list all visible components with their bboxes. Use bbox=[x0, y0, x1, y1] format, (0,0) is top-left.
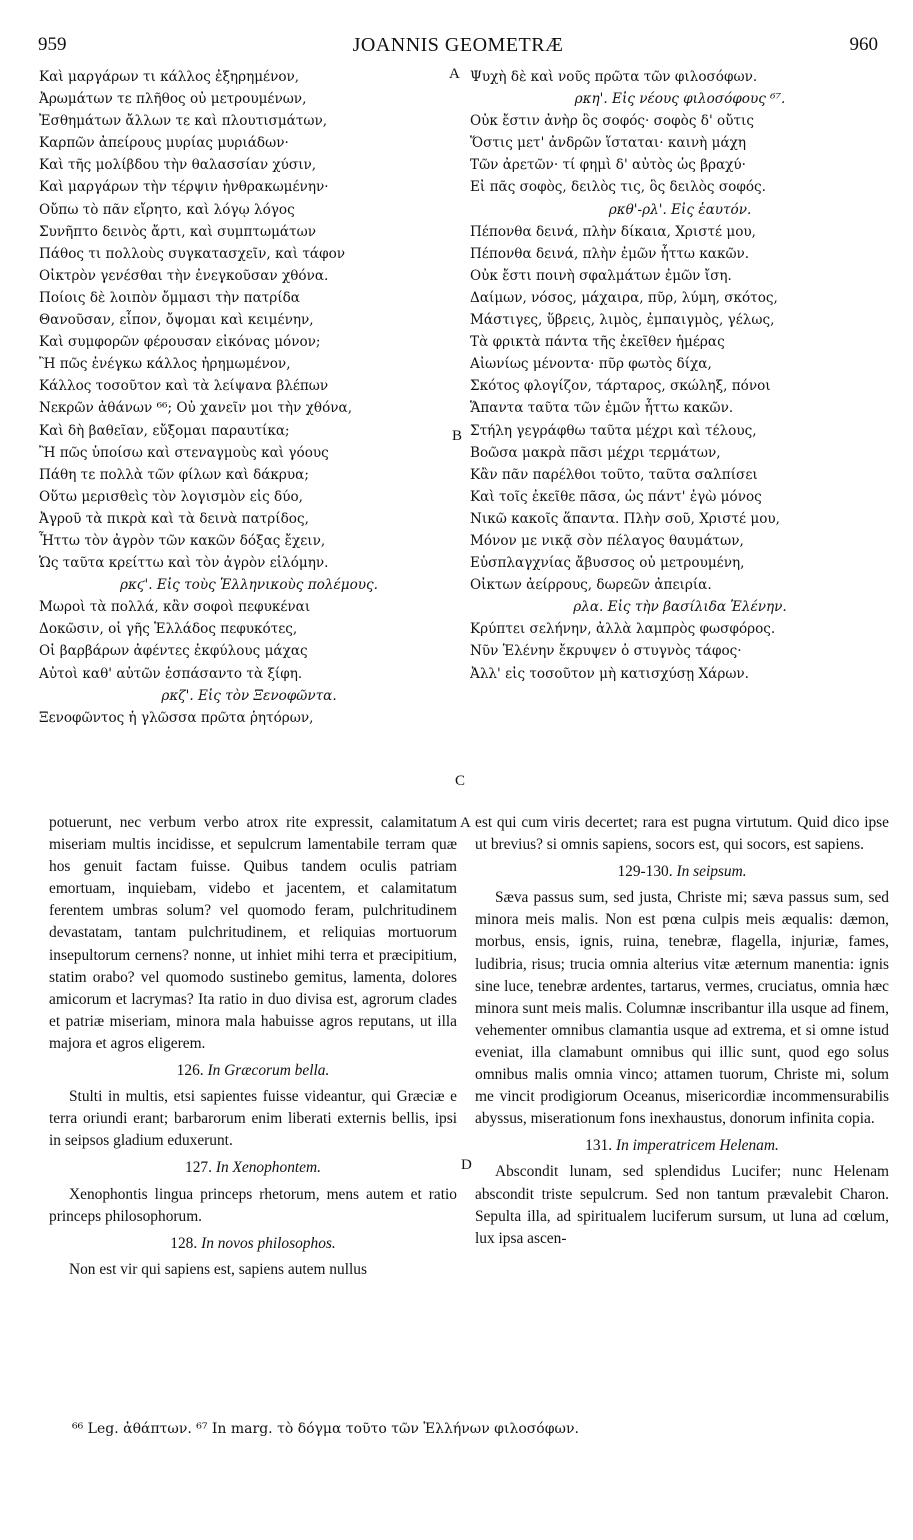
translation-paragraph: Sæva passus sum, sed justa, Christe mi; sæva passus sum, sed minora meis malis. Non est pœna culpis meis æqualis: dæmon, morbus, ensis, ignis, ruina, tenebræ, flagella, injuriæ, fames, ludibria, risus; trucia omnia alterius vitæ æternum manentia: ignis sine luce, tenebræ ardentes, tartarus, vermes, cruciatus, omnia hæc minora sunt meis malis. Columnæ inscribantur illa usque ad finem, vehementer omnibus clamantia usque ad extrema, et si omne istud eveniat, illa clamabunt omnibus qui illic sunt, quod ego solus omnibus malis omnia vinco; attamen tuorum, Christe mi, solum me vincit prodigiorum Oceanus, misericordiæ incommensurabilis abyssus, miserationum fons inexhaustus, donorum infinita copia. bbox=[475, 889, 889, 1128]
verse-line: Θανοῦσαν, εἶπον, ὄψομαι καὶ κειμένην, bbox=[39, 312, 314, 329]
verse-line: Οἰκτων ἀείρρους, δωρεῶν ἀπειρία. bbox=[470, 577, 712, 594]
margin-marker-a: A bbox=[449, 66, 460, 82]
section-title: In Græcorum bella. bbox=[207, 1062, 330, 1080]
translation-paragraph: potuerunt, nec verbum verbo atrox rite expressit, calamitatum miseriam multis incidisse, et sepulcrum lamentabile terram quæ hos genuit factam fuisse. Quibus tandem oculis patriam emortuam, inquiebam, videbo et jacentem, et calamitatum ferentem umbras solum? vel quomodo feram, pulchritudinem devastatam, tantam pulchritudinem, et reliquias mortuorum insepultorum cernens? nonne, ut inhiet mihi terra et præcipitium, statim orabo? vel quomodo sustinebo gemitus, lamenta, dolores amicorum et lacrymas? Ita ratio in duo divisa est, agrorum clades et patriæ miseriam, minora mala habuisse agros reputans, ut illa majora et agros eligerem. bbox=[49, 814, 457, 1052]
verse-line: Καὶ τοῖς ἐκεῖθε πᾶσα, ὡς πάντ' ἐγὼ μόνος bbox=[470, 488, 762, 505]
verse-line: Αἰωνίως μένοντα· πῦρ φωτὸς δίχα, bbox=[470, 356, 712, 373]
verse-line: Νῦν Ἑλένην ἔκρυψεν ὁ στυγνὸς τάφος· bbox=[470, 643, 742, 660]
verse-line: Πέπονθα δεινά, πλὴν δίκαια, Χριστέ μου, bbox=[470, 223, 756, 240]
translation-paragraph: Xenophontis lingua princeps rhetorum, mens autem et ratio princeps philosophorum. bbox=[49, 1185, 457, 1225]
page-number-right: 960 bbox=[849, 34, 878, 55]
verse-line: Καὶ τῆς μολίβδου τὴν θαλασσίαν χύσιν, bbox=[39, 157, 317, 174]
verse-line: Δοκῶσιν, οἱ γῆς Ἑλλάδος πεφυκότες, bbox=[39, 621, 298, 638]
greek-column-right bbox=[470, 66, 890, 685]
verse-line: Πέπονθα δεινά, πλὴν ἐμῶν ἧττω κακῶν. bbox=[470, 245, 750, 262]
section-heading bbox=[49, 1060, 457, 1082]
section-title: In Xenophontem. bbox=[215, 1159, 321, 1177]
section-number: 129-130. bbox=[617, 863, 673, 881]
poem-heading: ρκη'. Εἰς νέους φιλοσόφους ⁶⁷. bbox=[574, 91, 786, 108]
running-title: JOANNIS GEOMETRÆ bbox=[352, 34, 564, 56]
verse-line: Αὐτοὶ καθ' αὑτῶν ἐσπάσαντο τὰ ξίφη. bbox=[39, 665, 303, 682]
verse-line: Τῶν ἀρετῶν· τί φημὶ δ' αὐτὸς ὡς βραχύ· bbox=[470, 157, 746, 174]
verse-line: Οὕτω μερισθεὶς τὸν λογισμὸν εἰς δύο, bbox=[39, 488, 303, 505]
translation-paragraph: Non est vir qui sapiens est, sapiens autem nullus bbox=[69, 1260, 367, 1278]
verse-line: Κρύπτει σελήνην, ἀλλὰ λαμπρὸς φωσφόρος. bbox=[470, 621, 776, 638]
verse-line: Βοῶσα μακρὰ πᾶσι μέχρι τερμάτων, bbox=[470, 444, 721, 461]
section-title: In novos philosophos. bbox=[201, 1234, 336, 1252]
verse-line: Στήλη γεγράφθω ταῦτα μέχρι καὶ τέλους, bbox=[470, 422, 757, 439]
translation-paragraph: est qui cum viris decertet; rara est pugna virtutum. Quid dico ipse ut brevius? si omnis sapiens, socors est, qui socors, est sapiens. bbox=[475, 814, 889, 854]
verse-line: Κάλλος τοσοῦτον καὶ τὰ λείψανα βλέπων bbox=[39, 378, 329, 395]
section-number: 127. bbox=[185, 1159, 212, 1177]
verse-line: Οὐκ ἔστιν ἀνὴρ ὃς σοφός· σοφὸς δ' οὔτις bbox=[470, 113, 754, 130]
verse-line: Καὶ δὴ βαθεῖαν, εὔξομαι παραυτίκα; bbox=[39, 422, 290, 439]
verse-line: Ἀλλ' εἰς τοσοῦτον μὴ κατισχύσῃ Χάρων. bbox=[470, 665, 750, 682]
verse-line: Εὐσπλαγχνίας ἄβυσσος οὐ μετρουμένη, bbox=[470, 555, 745, 572]
verse-line: Καὶ μαργάρων τὴν τέρψιν ἠνθρακωμένην· bbox=[39, 179, 329, 196]
section-title: In imperatricem Helenam. bbox=[615, 1137, 779, 1155]
margin-marker-c: C bbox=[455, 773, 466, 789]
section-heading bbox=[475, 1135, 889, 1157]
margin-marker-d: D bbox=[461, 1157, 472, 1173]
verse-line: Πάθος τι πολλοὺς συγκατασχεῖν, καὶ τάφον bbox=[39, 245, 346, 262]
verse-line: Ψυχὴ δὲ καὶ νοῦς πρῶτα τῶν φιλοσόφων. bbox=[470, 69, 758, 85]
margin-marker-b: B bbox=[452, 428, 463, 444]
verse-line: Ἐσθημάτων ἄλλων τε καὶ πλουτισμάτων, bbox=[39, 113, 328, 130]
verse-line: Ἀρωμάτων τε πλῆθος οὐ μετρουμένων, bbox=[39, 91, 307, 108]
verse-line: Ἀγροῦ τὰ πικρὰ καὶ τὰ δεινὰ πατρίδος, bbox=[39, 510, 309, 527]
section-heading bbox=[475, 861, 889, 883]
verse-line: Ἢ πῶς ὑποίσω καὶ στεναγμοὺς καὶ γόους bbox=[39, 444, 329, 461]
verse-line: Ποίοις δὲ λοιπὸν ὄμμασι τὴν πατρίδα bbox=[39, 289, 300, 306]
verse-line: Πάθη τε πολλὰ τῶν φίλων καὶ δάκρυα; bbox=[39, 466, 309, 483]
verse-line: Εἰ πᾶς σοφὸς, δειλὸς τις, ὃς δειλὸς σοφός. bbox=[470, 179, 766, 196]
verse-line: Ἅπαντα ταῦτα τῶν ἐμῶν ἧττω κακῶν. bbox=[470, 400, 734, 417]
verse-line: Ὡς ταῦτα κρείττω καὶ τὸν ἀγρὸν εἱλόμην. bbox=[39, 555, 329, 572]
verse-line: Κἂν πᾶν παρέλθοι τοῦτο, ταῦτα σαλπίσει bbox=[470, 466, 758, 483]
verse-line: Καὶ συμφορῶν φέρουσαν εἰκόνας μόνον; bbox=[39, 334, 321, 351]
verse-line: Ἢ πῶς ἐνέγκω κάλλος ἠρημωμένον, bbox=[39, 356, 291, 373]
verse-line: Οἰκτρὸν γενέσθαι τὴν ἐνεγκοῦσαν χθόνα. bbox=[39, 267, 329, 284]
section-number: 128. bbox=[170, 1234, 198, 1252]
verse-line: Δαίμων, νόσος, μάχαιρα, πῦρ, λύμη, σκότος, bbox=[470, 289, 778, 306]
poem-heading: ρλα. Εἰς τὴν βασίλιδα Ἑλένην. bbox=[573, 599, 787, 616]
page-number-left: 959 bbox=[38, 34, 67, 55]
translation-paragraph: Abscondit lunam, sed splendidus Lucifer; nunc Helenam abscondit triste sepulcrum. Sed non tantum prævalebit Charon. Sepulta illa, ad spiritualem luciferum sursum, ut luna ad cœlum, lux ipsa ascen- bbox=[475, 1163, 889, 1247]
verse-line: Καὶ μαργάρων τι κάλλος ἐξηρημένον, bbox=[39, 69, 300, 85]
poem-heading: ρκζ'. Εἰς τὸν Ξενοφῶντα. bbox=[161, 687, 337, 704]
section-title: In seipsum. bbox=[676, 863, 747, 881]
poem-heading: ρκϛ'. Εἰς τοὺς Ἑλληνικοὺς πολέμους. bbox=[120, 577, 378, 594]
footnotes: ⁶⁶ Leg. ἀθάπτων. ⁶⁷ In marg. τὸ δόγμα τοῦτο τῶν Ἑλλήνων φιλοσόφων. bbox=[72, 1421, 579, 1437]
section-heading bbox=[49, 1157, 457, 1179]
poem-heading: ρκθ'-ρλ'. Εἰς ἑαυτόν. bbox=[608, 201, 752, 218]
verse-line: Συνῆπτο δεινὸς ἄρτι, καὶ συμπτωμάτων bbox=[39, 223, 316, 240]
latin-column-right bbox=[475, 812, 889, 1250]
page-header bbox=[38, 34, 878, 62]
verse-line: Οἱ βαρβάρων ἀφέντες ἐκφύλους μάχας bbox=[39, 643, 308, 660]
section-heading bbox=[49, 1233, 457, 1255]
latin-column-left bbox=[49, 812, 457, 1281]
verse-line: Μόνον με νικᾷ σὸν πέλαγος θαυμάτων, bbox=[470, 532, 744, 549]
verse-line: Τὰ φρικτὰ πάντα τῆς ἐκεῖθεν ἡμέρας bbox=[470, 334, 725, 351]
verse-line: Νεκρῶν ἀθάνων ⁶⁶; Οὐ χανεῖν μοι τὴν χθόνα, bbox=[39, 400, 353, 417]
verse-line: Μωροὶ τὰ πολλά, κἂν σοφοὶ πεφυκέναι bbox=[39, 599, 311, 616]
translation-paragraph: Stulti in multis, etsi sapientes fuisse videantur, qui Græciæ e terra oriundi erant; barbarorum enim liberati externis bellis, ipsi in seipsos gladium eduxerunt. bbox=[49, 1088, 457, 1150]
verse-line: Ξενοφῶντος ἡ γλῶσσα πρῶτα ῥητόρων, bbox=[39, 709, 314, 726]
greek-column-left bbox=[39, 66, 459, 729]
verse-line: Οὔπω τὸ πᾶν εἴρητο, καὶ λόγῳ λόγος bbox=[39, 201, 295, 218]
verse-line: Καρπῶν ἀπείρους μυρίας μυριάδων· bbox=[39, 135, 289, 152]
verse-line: Νικῶ κακοῖς ἅπαντα. Πλὴν σοῦ, Χριστέ μου, bbox=[470, 510, 780, 527]
section-number: 126. bbox=[176, 1062, 204, 1080]
section-number: 131. bbox=[585, 1137, 613, 1155]
margin-marker-a-latin: A bbox=[460, 815, 471, 831]
verse-line: Ἧττω τὸν ἀγρὸν τῶν κακῶν δόξας ἔχειν, bbox=[39, 532, 326, 549]
verse-line: Οὐκ ἔστι ποινὴ σφαλμάτων ἐμῶν ἴση. bbox=[470, 267, 732, 284]
verse-line: Μάστιγες, ὕβρεις, λιμὸς, ἐμπαιγμὸς, γέλως, bbox=[470, 312, 775, 329]
verse-line: Σκότος φλογίζον, τάρταρος, σκώληξ, πόνοι bbox=[470, 378, 771, 395]
verse-line: Ὅστις μετ' ἀνδρῶν ἵσταται· καινὴ μάχη bbox=[470, 135, 747, 152]
